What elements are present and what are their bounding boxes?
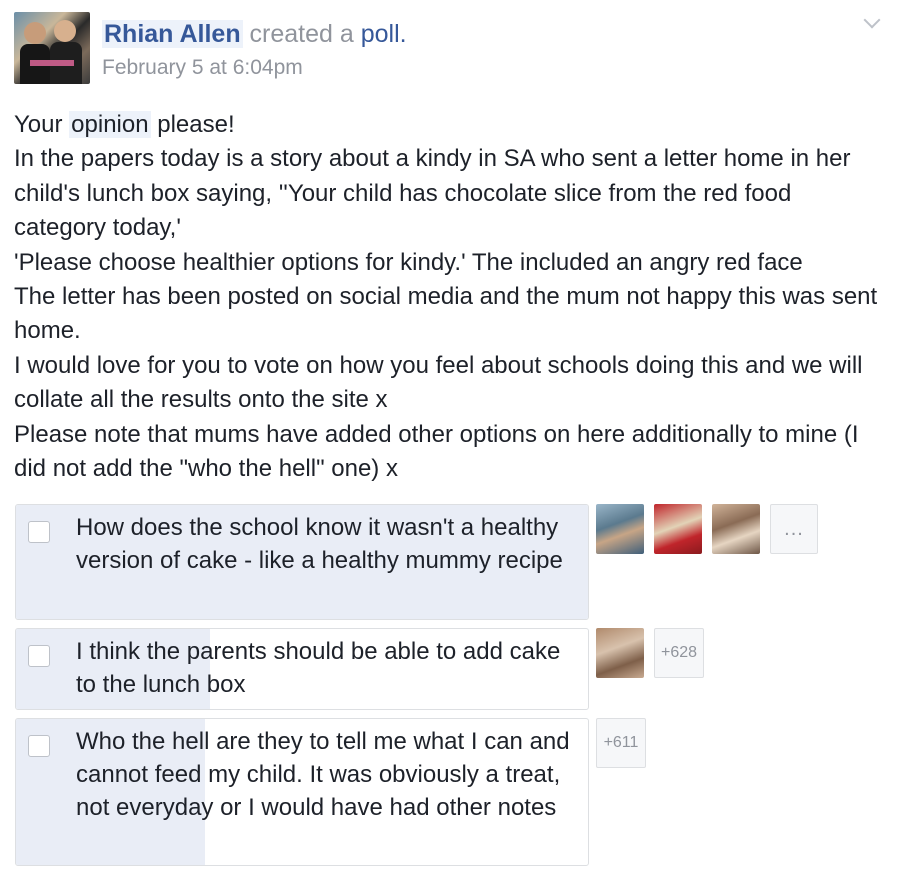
poll-option-checkbox[interactable] bbox=[28, 521, 50, 543]
author-link[interactable]: Rhian Allen bbox=[104, 20, 241, 48]
chevron-down-icon[interactable] bbox=[864, 16, 880, 32]
post-line: In the papers today is a story about a kindy in SA who sent a letter home in her child's lunch box saying, ''Your child has chocolate slice from the red food category today,' bbox=[14, 145, 851, 242]
post-header bbox=[14, 12, 890, 88]
voter-count-button[interactable]: +628 bbox=[654, 628, 704, 678]
poll-option[interactable] bbox=[15, 628, 589, 710]
opinion-hashtag-link[interactable]: opinion bbox=[71, 111, 149, 138]
voter-avatar[interactable] bbox=[596, 504, 644, 554]
poll-option-voters bbox=[596, 628, 704, 678]
poll-option-label: I think the parents should be able to add cake to the lunch box bbox=[76, 638, 561, 698]
poll-link[interactable]: poll. bbox=[360, 20, 407, 48]
poll-option[interactable] bbox=[15, 504, 589, 620]
poll-option-checkbox[interactable] bbox=[28, 645, 50, 667]
post-line: Your opinion please! bbox=[14, 111, 235, 138]
post-body bbox=[14, 108, 886, 486]
poll-option-checkbox[interactable] bbox=[28, 735, 50, 757]
post-line: The letter has been posted on social media and the mum not happy this was sent home. bbox=[14, 283, 878, 345]
action-text: created a bbox=[249, 20, 354, 48]
poll-option-label: Who the hell are they to tell me what I can and cannot feed my child. It was obviously a treat, not everyday or I would have had other notes bbox=[76, 728, 570, 821]
poll-option-voters bbox=[596, 718, 646, 768]
voter-avatar[interactable] bbox=[596, 628, 644, 678]
post-timestamp[interactable]: February 5 at 6:04pm bbox=[102, 56, 303, 79]
post-line: Please note that mums have added other options on here additionally to mine (I did not add the "who the hell" one) x bbox=[14, 420, 859, 483]
post-title bbox=[102, 20, 407, 49]
voter-avatar[interactable] bbox=[654, 504, 702, 554]
voter-avatar[interactable] bbox=[712, 504, 760, 554]
poll-option-voters bbox=[596, 504, 818, 554]
post-line: I would love for you to vote on how you feel about schools doing this and we will collate all the results onto the site x bbox=[14, 351, 863, 414]
voter-count-button[interactable]: +611 bbox=[596, 718, 646, 768]
poll-option-label: How does the school know it wasn't a healthy version of cake - like a healthy mummy recipe bbox=[76, 514, 563, 574]
profile-photo-icon[interactable] bbox=[14, 12, 90, 84]
post-line: 'Please choose healthier options for kindy.' The included an angry red face bbox=[14, 248, 803, 276]
poll-option[interactable] bbox=[15, 718, 589, 866]
more-voters-button[interactable]: ... bbox=[770, 504, 818, 554]
